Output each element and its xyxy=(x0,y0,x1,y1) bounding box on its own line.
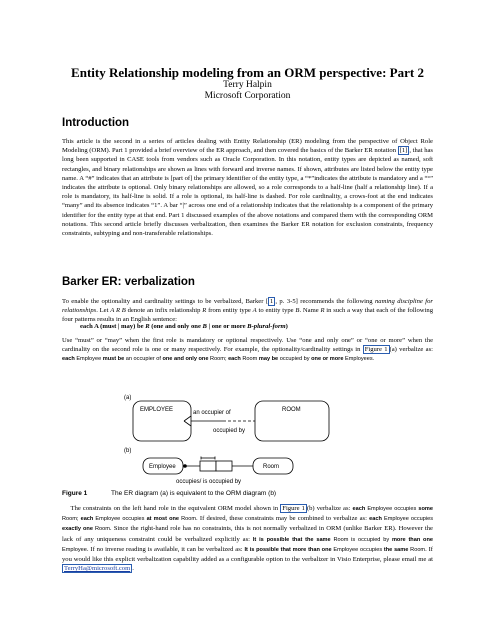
verbal-room: Room xyxy=(210,356,225,363)
cverbal-10: Employee occupies xyxy=(383,516,434,523)
cverbal-13: It is possible that the same xyxy=(252,536,334,543)
email-link[interactable]: TerryHa@microsoft.com xyxy=(64,565,131,573)
cverbal-8: Room xyxy=(181,516,197,523)
barker-text-3: . Let xyxy=(96,307,111,315)
use-text-1: Use “must” or “may” when the first role is mandatory or optional respectively. Use “one and only one” or “one or more” when the cardinality on the second role is one or many respectively. For example, the optionality/cardinality settings in xyxy=(62,337,433,354)
pattern-text-1: each A (must | may) be xyxy=(80,323,146,330)
verbal-must-be: must be xyxy=(102,356,126,363)
barker-var-arb: A R B xyxy=(110,307,126,315)
verbal-one-and-only-one: one and only one xyxy=(162,356,211,363)
barker-var-r: R xyxy=(202,307,207,315)
barker-text-2: , p. 3-5] recommends the following xyxy=(275,298,375,305)
section-heading-introduction: Introduction xyxy=(62,117,130,129)
verbal-room-2: Room xyxy=(242,356,259,363)
verbal-semicolon: ; xyxy=(224,356,229,363)
cverbal-17: It is possible that more than one xyxy=(244,546,334,553)
figure-1-link-2[interactable]: Figure 1 xyxy=(282,505,305,512)
citation-link-1[interactable]: [1] xyxy=(399,147,408,155)
cverbal-15: more than one xyxy=(391,536,433,543)
barker-text-6: to entity type xyxy=(256,307,296,315)
use-text-2: (a) verbalize as: xyxy=(389,346,433,354)
barker-text-4: denote an infix relationship xyxy=(125,307,203,315)
orm-mandatory-dot xyxy=(183,464,187,468)
cverbal-14: Room is occupied by xyxy=(333,536,392,543)
orm-fact-role-left xyxy=(200,461,216,471)
constraints-text-6: . If you would like this explicit verbalization capability added as a configurable option to the verbalizer in Visio Enterprise, please email me at xyxy=(62,545,434,564)
cverbal-16: Employee xyxy=(62,546,87,553)
er-entity-employee-label: EMPLOYEE xyxy=(140,407,174,413)
cverbal-18: Employee occupies xyxy=(333,546,384,553)
verbal-employee: Employee xyxy=(76,356,103,363)
article-title: Entity Relationship modeling from an ORM perspective: Part 2 xyxy=(71,64,424,80)
author-name: Terry Halpin xyxy=(223,80,272,90)
cverbal-11: exactly one xyxy=(62,526,95,533)
barker-var-r2: R xyxy=(320,307,325,315)
orm-fact-role-right xyxy=(216,461,232,471)
pattern-text-4: ) xyxy=(285,323,288,330)
author-affiliation: Microsoft Corporation xyxy=(204,91,291,101)
verbal-employees: Employees. xyxy=(345,356,375,363)
er-entity-room-label: ROOM xyxy=(282,407,301,413)
constraints-text-2: (b) verbalize as: xyxy=(306,505,353,512)
intro-text-2: , that has long been supported in CASE tools from vendors such as Oracle Corporation. In this notation, entity types are depicted as named, soft rectangles, and binary relationships are shown as lines with forward and inverse names. If shown, attributes are listed below the entity type name. A “#” indicates that an attribute is [part of] the primary identifier of the entity type, a “*”indicates the attribute is mandatory and a “°” indicates the attribute is optional. Only binary relationships are allowed, so a role corresponds to a half-line (half a relationship line). If a role is mandatory, its half-line is solid. If a role is optional, its half-line is dashed. For role cardinality, a crows-foot at the end indicates “many” and its absence indicates “1”. A bar “|” across one end of a relationship indicates that the relationship is a component of the primary identifier for the entity type at that end. Part 1 discussed examples of the above notations and compared them with the corresponding ORM notations. This second article briefly discusses verbalization, then examines the Barker ER notation for exclusion constraints, frequency constraints, subtyping and non-transferable relationships. xyxy=(62,147,433,238)
pattern-var-r: R xyxy=(145,323,150,330)
pattern-text-3: | one or more xyxy=(206,323,248,330)
orm-entity-employee-label: Employee xyxy=(149,464,176,470)
verbal-occupied-by: occupied by xyxy=(279,356,312,363)
cverbal-19: the same xyxy=(383,546,411,553)
cverbal-20: Room xyxy=(410,546,426,553)
cverbal-4: Room; xyxy=(62,516,81,523)
barker-text-5: from entity type xyxy=(206,307,253,315)
pattern-text-2: (one and only one xyxy=(149,323,203,330)
cverbal-12: Room xyxy=(95,526,110,533)
cverbal-9: each xyxy=(369,516,384,523)
cverbal-5: each xyxy=(80,516,96,523)
orm-fact-reading: occupies/ is occupied by xyxy=(176,479,242,485)
figure-label-b: (b) xyxy=(124,448,132,454)
intro-text-1: This article is the second in a series of articles dealing with Entity Relationship (ER) modeling from the perspective of Object Role Modeling (ORM). Part 1 provided a brief overview of the ER approach, and then covered the basics of the Barker ER notation xyxy=(62,138,433,155)
figure-caption-text: The ER diagram (a) is equivalent to the ORM diagram (b) xyxy=(111,490,277,497)
citation-link-2[interactable]: 1 xyxy=(270,298,274,305)
er-inverse-name: occupied by xyxy=(213,428,246,434)
section-heading-barker-verbalization: Barker ER: verbalization xyxy=(62,276,195,288)
verbal-one-or-more: one or more xyxy=(311,356,346,363)
barker-emphasis: naming discipline for relationships xyxy=(62,298,433,315)
cverbal-3: some xyxy=(418,506,433,512)
pattern-var-b-plural: B-plural-form xyxy=(247,323,286,330)
constraints-text-7: . xyxy=(132,565,134,573)
verbal-occupier: an occupier of xyxy=(125,356,163,363)
orm-entity-room-label: Room xyxy=(263,464,280,470)
verbal-each: each xyxy=(62,356,77,363)
barker-text-1: To enable the optionality and cardinality settings to be verbalized, Barker [ xyxy=(62,298,269,305)
figure-caption-number: Figure 1 xyxy=(62,490,88,497)
constraints-text-4: . Since the right-hand role has no constraints, this is not normally verbalized in ORM (unlike Barker ER). However the lack of any uniqueness constraint could be verbalized explicitly as: xyxy=(62,525,433,543)
cverbal-1: each xyxy=(352,506,368,512)
barker-text-7: . Name xyxy=(299,307,321,315)
barker-text-8: in such a way that each of the following four patterns results in an English sentence: xyxy=(62,307,433,324)
er-forward-name: an occupier of xyxy=(193,410,231,416)
cverbal-2: Employee occupies xyxy=(367,506,419,512)
constraints-text-1: The constraints on the left hand role in the equivalent ORM model shown in xyxy=(70,505,281,512)
cverbal-6: Employee occupies xyxy=(95,516,147,523)
figure-label-a: (a) xyxy=(124,395,132,401)
constraints-text-3: . If desired, these constraints may be combined to verbalize as: xyxy=(196,515,370,523)
verbal-each-2: each xyxy=(228,356,243,363)
cverbal-7: at most one xyxy=(146,516,182,523)
constraints-text-5: . If no inverse reading is available, it can be verbalized as: xyxy=(86,545,245,553)
pattern-var-b: B xyxy=(202,323,207,330)
constraints-paragraph xyxy=(62,504,433,573)
verbal-may-be: may be xyxy=(258,356,280,363)
figure-1-link[interactable]: Figure 1 xyxy=(364,346,388,354)
barker-var-a: A xyxy=(252,307,257,315)
barker-var-b: B xyxy=(295,307,300,315)
